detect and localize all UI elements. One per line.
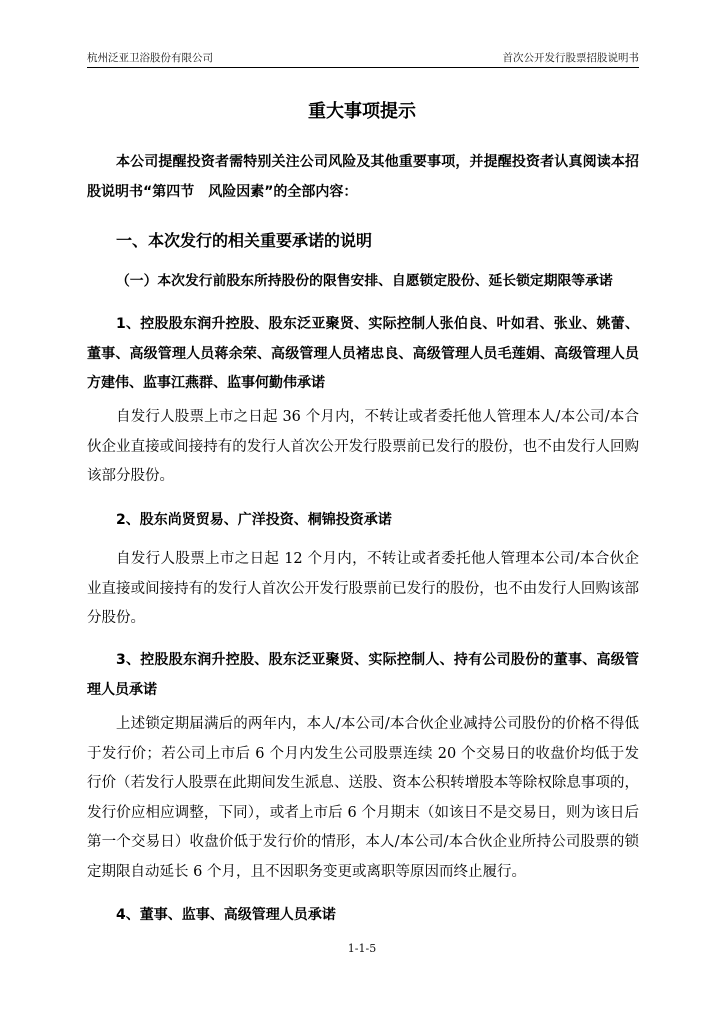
header-document-title: 首次公开发行股票招股说明书 bbox=[502, 52, 639, 64]
item3-title: 3、控股股东润升控股、股东泛亚聚贤、实际控制人、持有公司股份的董事、高级管理人员承诺 bbox=[87, 652, 639, 698]
item1-title: 1、控股股东润升控股、股东泛亚聚贤、实际控制人张伯良、叶如君、张业、姚蕾、董事、高级管理人员蒋余荣、高级管理人员褚忠良、高级管理人员毛莲娟、高级管理人员方建伟、监事江燕群、监事何勤伟承诺 bbox=[87, 316, 639, 392]
page-number: 1-1-5 bbox=[347, 942, 377, 955]
header-company-name: 杭州泛亚卫浴股份有限公司 bbox=[87, 52, 213, 64]
intro-paragraph: 本公司提醒投资者需特别关注公司风险及其他重要事项，并提醒投资者认真阅读本招股说明书“第四节 风险因素”的全部内容： bbox=[87, 154, 639, 200]
item2-body: 自发行人股票上市之日起 12 个月内，不转让或者委托他人管理本公司/本合伙企业直接或间接持有的发行人首次公开发行股票前已发行的股份，也不由发行人回购该部分股份。 bbox=[87, 551, 639, 627]
item1-body: 自发行人股票上市之日起 36 个月内，不转让或者委托他人管理本人/本公司/本合伙企业直接或间接持有的发行人首次公开发行股票前已发行的股份，也不由发行人回购该部分股份。 bbox=[87, 409, 639, 485]
item3-body: 上述锁定期届满后的两年内，本人/本公司/本合伙企业减持公司股份的价格不得低于发行价；若公司上市后 6 个月内发生公司股票连续 20 个交易日的收盘价均低于发行价（若发行人股票在此期间发生派息、送股、资本公积转增股本等除权除息事项的，发行价应相应调整，下同），或者上市后 6 个月期末（如该日不是交易日，则为该日后第一个交易日）收盘价低于发行价的情形，本人/本公司/本合伙企业所持公司股票的锁定期限自动延长 6 个月，且不因职务变更或离职等原因而终止履行。 bbox=[87, 716, 639, 880]
item2-title: 2、股东尚贤贸易、广洋投资、桐锦投资承诺 bbox=[116, 512, 392, 528]
section-subheading: （一）本次发行前股东所持股份的限售安排、自愿锁定股份、延长锁定期限等承诺 bbox=[116, 273, 613, 289]
page-title: 重大事项提示 bbox=[308, 101, 416, 122]
section-heading: 一、本次发行的相关重要承诺的说明 bbox=[116, 231, 373, 250]
page-header bbox=[87, 50, 639, 66]
item4-title: 4、董事、监事、高级管理人员承诺 bbox=[116, 907, 336, 923]
header-divider bbox=[87, 67, 639, 68]
